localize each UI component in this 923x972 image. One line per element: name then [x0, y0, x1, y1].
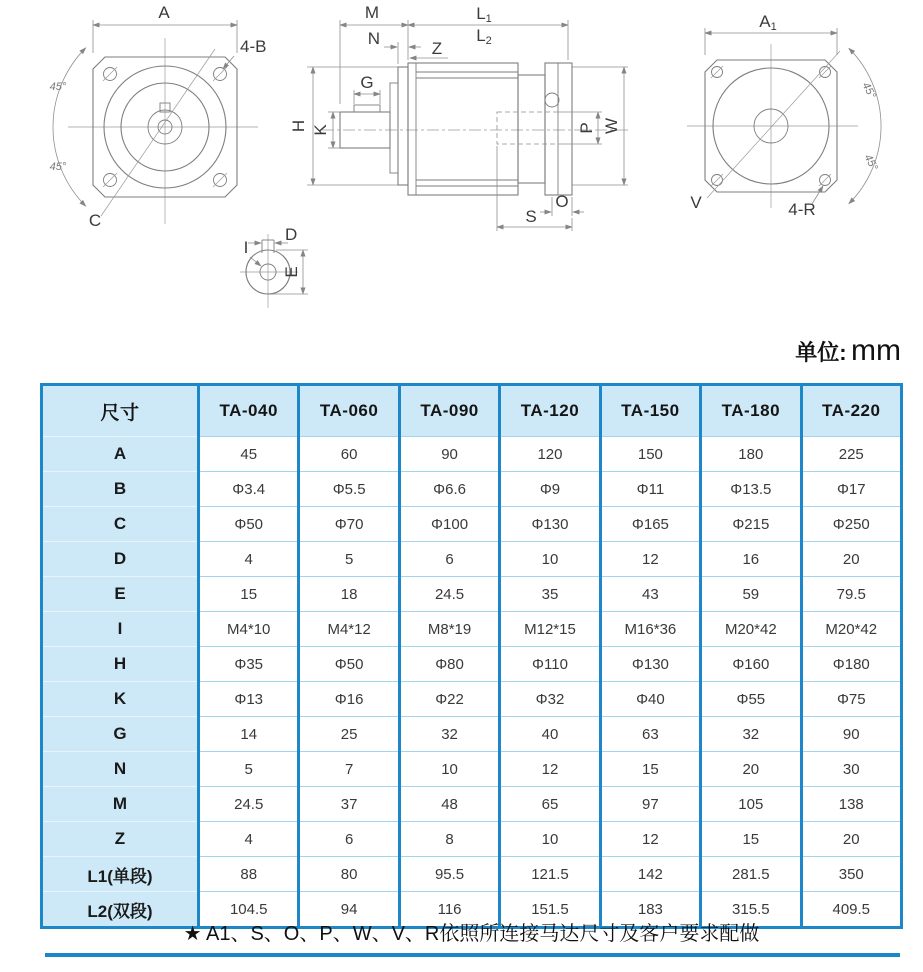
row-label: K [42, 682, 199, 717]
table-row [42, 472, 902, 507]
table-row [42, 647, 902, 682]
bottom-divider [45, 953, 900, 957]
value-cell: Φ165 [600, 507, 700, 542]
value-cell: 59 [701, 577, 801, 612]
value-cell: 60 [299, 437, 399, 472]
dim-l1-label: L1 [476, 4, 492, 25]
value-cell: 281.5 [701, 857, 801, 892]
dim-o-label: O [555, 192, 569, 211]
table-row [42, 857, 902, 892]
value-cell: 32 [399, 717, 499, 752]
value-cell: M12*15 [500, 612, 600, 647]
table-row [42, 752, 902, 787]
dim-e-label: E [282, 266, 301, 278]
value-cell: Φ32 [500, 682, 600, 717]
value-cell: 24.5 [399, 577, 499, 612]
value-cell: Φ55 [701, 682, 801, 717]
value-cell: Φ3.4 [199, 472, 299, 507]
side-section-view [289, 3, 630, 231]
value-cell: 104.5 [199, 892, 299, 928]
dimension-table [40, 383, 903, 929]
value-cell: 4 [199, 542, 299, 577]
value-cell: Φ50 [199, 507, 299, 542]
value-cell: Φ16 [299, 682, 399, 717]
value-cell: 30 [801, 752, 901, 787]
dim-a-label: A [158, 3, 170, 22]
value-cell: 43 [600, 577, 700, 612]
value-cell: M4*12 [299, 612, 399, 647]
value-cell: Φ11 [600, 472, 700, 507]
value-cell: 142 [600, 857, 700, 892]
value-cell: Φ180 [801, 647, 901, 682]
dim-m-label: M [364, 3, 380, 22]
value-cell: 63 [600, 717, 700, 752]
row-label: C [42, 507, 199, 542]
value-cell: 7 [299, 752, 399, 787]
unit-label: 单位: [795, 340, 847, 365]
value-cell: 6 [399, 542, 499, 577]
unit-note [795, 334, 901, 368]
column-header: TA-150 [600, 385, 700, 437]
value-cell: Φ40 [600, 682, 700, 717]
value-cell: 40 [500, 717, 600, 752]
value-cell: Φ160 [701, 647, 801, 682]
value-cell: 95.5 [399, 857, 499, 892]
dim-i-label: I [243, 238, 249, 257]
value-cell: Φ9 [500, 472, 600, 507]
row-label: N [42, 752, 199, 787]
value-cell: Φ6.6 [399, 472, 499, 507]
dim-k-label: K [311, 124, 330, 136]
unit-value: mm [851, 334, 901, 367]
value-cell: 6 [299, 822, 399, 857]
value-cell: 37 [299, 787, 399, 822]
value-cell: 315.5 [701, 892, 801, 928]
value-cell: 35 [500, 577, 600, 612]
value-cell: Φ35 [199, 647, 299, 682]
table-row [42, 822, 902, 857]
row-label: H [42, 647, 199, 682]
table-footnote: ★ A1、S、O、P、W、V、R依照所连接马达尺寸及客户要求配做 [183, 922, 760, 945]
value-cell: 4 [199, 822, 299, 857]
value-cell: M16*36 [600, 612, 700, 647]
value-cell: M20*42 [801, 612, 901, 647]
table-row [42, 437, 902, 472]
dim-w-label: W [602, 117, 621, 135]
value-cell: 10 [399, 752, 499, 787]
value-cell: 32 [701, 717, 801, 752]
value-cell: M20*42 [701, 612, 801, 647]
value-cell: 94 [299, 892, 399, 928]
row-label: Z [42, 822, 199, 857]
value-cell: 409.5 [801, 892, 901, 928]
bolt-callout-4r: 4-R [788, 200, 816, 219]
value-cell: Φ130 [600, 647, 700, 682]
value-cell: Φ13 [199, 682, 299, 717]
value-cell: 97 [600, 787, 700, 822]
row-label: L1(单段) [42, 857, 199, 892]
value-cell: 151.5 [500, 892, 600, 928]
value-cell: 121.5 [500, 857, 600, 892]
value-cell: 12 [600, 822, 700, 857]
value-cell: 120 [500, 437, 600, 472]
table-row [42, 542, 902, 577]
dim-d-label: D [285, 225, 298, 244]
value-cell: 24.5 [199, 787, 299, 822]
column-header: TA-060 [299, 385, 399, 437]
value-cell: 48 [399, 787, 499, 822]
column-header: 尺寸 [42, 385, 199, 437]
value-cell: 90 [801, 717, 901, 752]
table-row [42, 682, 902, 717]
value-cell: 12 [500, 752, 600, 787]
value-cell: Φ250 [801, 507, 901, 542]
value-cell: Φ22 [399, 682, 499, 717]
value-cell: 225 [801, 437, 901, 472]
value-cell: 5 [199, 752, 299, 787]
angle-label: 45° [861, 152, 880, 173]
value-cell: 20 [801, 822, 901, 857]
value-cell: 45 [199, 437, 299, 472]
dim-s-label: S [525, 207, 537, 226]
angle-label: 45° [859, 80, 878, 101]
value-cell: 116 [399, 892, 499, 928]
value-cell: 10 [500, 822, 600, 857]
value-cell: Φ215 [701, 507, 801, 542]
dim-v-label: V [690, 193, 702, 212]
dim-a1-label: A1 [759, 12, 777, 33]
value-cell: 180 [701, 437, 801, 472]
rear-flange-view [687, 12, 881, 219]
table-row [42, 717, 902, 752]
value-cell: Φ70 [299, 507, 399, 542]
dim-z-label: Z [431, 39, 443, 58]
value-cell: Φ75 [801, 682, 901, 717]
table-row [42, 507, 902, 542]
row-label: D [42, 542, 199, 577]
value-cell: Φ5.5 [299, 472, 399, 507]
value-cell: 138 [801, 787, 901, 822]
value-cell: 88 [199, 857, 299, 892]
table-row [42, 577, 902, 612]
value-cell: 18 [299, 577, 399, 612]
value-cell: 150 [600, 437, 700, 472]
front-flange-view [50, 3, 267, 230]
row-label: A [42, 437, 199, 472]
value-cell: 15 [600, 752, 700, 787]
value-cell: 80 [299, 857, 399, 892]
row-label: E [42, 577, 199, 612]
dim-l2-label: L2 [476, 26, 492, 47]
value-cell: Φ13.5 [701, 472, 801, 507]
table-row [42, 787, 902, 822]
value-cell: 20 [801, 542, 901, 577]
value-cell: 65 [500, 787, 600, 822]
row-label: B [42, 472, 199, 507]
dim-h-label: H [289, 119, 308, 133]
value-cell: M4*10 [199, 612, 299, 647]
angle-label: 45° [49, 81, 67, 93]
dim-n-label: N [367, 29, 380, 48]
value-cell: 15 [199, 577, 299, 612]
bolt-callout-4b: 4-B [240, 37, 267, 56]
row-label: G [42, 717, 199, 752]
value-cell: 105 [701, 787, 801, 822]
column-header: TA-090 [399, 385, 499, 437]
value-cell: 20 [701, 752, 801, 787]
value-cell: Φ80 [399, 647, 499, 682]
value-cell: Φ50 [299, 647, 399, 682]
value-cell: 8 [399, 822, 499, 857]
value-cell: Φ17 [801, 472, 901, 507]
value-cell: 15 [701, 822, 801, 857]
value-cell: 12 [600, 542, 700, 577]
value-cell: 14 [199, 717, 299, 752]
value-cell: M8*19 [399, 612, 499, 647]
value-cell: Φ100 [399, 507, 499, 542]
value-cell: 25 [299, 717, 399, 752]
column-header: TA-120 [500, 385, 600, 437]
technical-drawings [0, 0, 923, 340]
column-header: TA-220 [801, 385, 901, 437]
row-label: M [42, 787, 199, 822]
value-cell: Φ130 [500, 507, 600, 542]
value-cell: 5 [299, 542, 399, 577]
dim-p-label: P [577, 122, 596, 134]
dim-g-label: G [360, 73, 374, 92]
value-cell: 10 [500, 542, 600, 577]
shaft-detail-view [240, 225, 308, 308]
column-header: TA-040 [199, 385, 299, 437]
angle-label: 45° [49, 161, 67, 173]
row-label: L2(双段) [42, 892, 199, 928]
value-cell: 90 [399, 437, 499, 472]
value-cell: 16 [701, 542, 801, 577]
header-row [42, 385, 902, 437]
value-cell: 350 [801, 857, 901, 892]
value-cell: Φ110 [500, 647, 600, 682]
value-cell: 183 [600, 892, 700, 928]
table-row [42, 612, 902, 647]
dim-c-label: C [88, 211, 102, 230]
column-header: TA-180 [701, 385, 801, 437]
row-label: I [42, 612, 199, 647]
value-cell: 79.5 [801, 577, 901, 612]
